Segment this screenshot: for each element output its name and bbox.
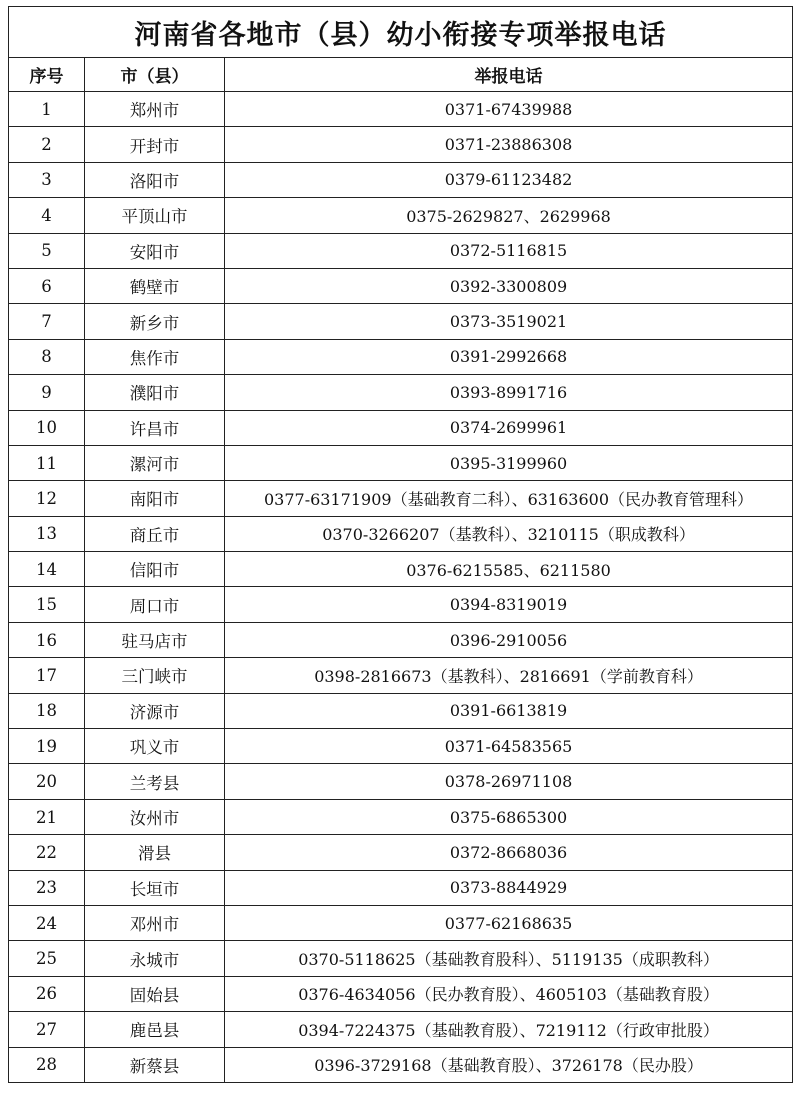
header-city: 市（县） — [85, 58, 225, 92]
row-city: 汝州市 — [85, 799, 225, 834]
row-no: 13 — [9, 516, 85, 551]
table-row — [9, 729, 793, 764]
table-row — [9, 1012, 793, 1047]
row-no: 22 — [9, 835, 85, 870]
header-no: 序号 — [9, 58, 85, 92]
table-row — [9, 764, 793, 799]
table-row — [9, 339, 793, 374]
table-row — [9, 693, 793, 728]
row-no: 21 — [9, 799, 85, 834]
row-no: 24 — [9, 905, 85, 940]
table-row — [9, 268, 793, 303]
table-row — [9, 941, 793, 976]
table-row — [9, 304, 793, 339]
row-phone: 0376-4634056（民办教育股）、4605103（基础教育股） — [225, 976, 793, 1011]
row-phone: 0398-2816673（基教科）、2816691（学前教育科） — [225, 658, 793, 693]
row-city: 永城市 — [85, 941, 225, 976]
row-no: 26 — [9, 976, 85, 1011]
row-phone: 0377-62168635 — [225, 905, 793, 940]
row-city: 洛阳市 — [85, 162, 225, 197]
row-phone: 0373-3519021 — [225, 304, 793, 339]
row-city: 安阳市 — [85, 233, 225, 268]
row-phone: 0377-63171909（基础教育二科）、63163600（民办教育管理科） — [225, 481, 793, 516]
row-phone: 0375-6865300 — [225, 799, 793, 834]
row-no: 28 — [9, 1047, 85, 1082]
row-city: 平顶山市 — [85, 198, 225, 233]
row-city: 三门峡市 — [85, 658, 225, 693]
row-no: 9 — [9, 375, 85, 410]
row-phone: 0372-8668036 — [225, 835, 793, 870]
row-phone: 0374-2699961 — [225, 410, 793, 445]
row-city: 兰考县 — [85, 764, 225, 799]
row-no: 4 — [9, 198, 85, 233]
row-no: 19 — [9, 729, 85, 764]
row-no: 2 — [9, 127, 85, 162]
row-city: 鹿邑县 — [85, 1012, 225, 1047]
row-no: 12 — [9, 481, 85, 516]
row-phone: 0371-23886308 — [225, 127, 793, 162]
row-city: 新乡市 — [85, 304, 225, 339]
table-row — [9, 905, 793, 940]
row-city: 南阳市 — [85, 481, 225, 516]
table-row — [9, 92, 793, 127]
table-row — [9, 658, 793, 693]
row-phone: 0373-8844929 — [225, 870, 793, 905]
table-row — [9, 445, 793, 480]
table-body — [9, 92, 793, 1083]
row-phone: 0376-6215585、6211580 — [225, 552, 793, 587]
row-city: 漯河市 — [85, 445, 225, 480]
row-phone: 0370-3266207（基教科）、3210115（职成教科） — [225, 516, 793, 551]
hotline-table — [8, 6, 793, 1083]
row-phone: 0371-64583565 — [225, 729, 793, 764]
row-city: 濮阳市 — [85, 375, 225, 410]
table-row — [9, 622, 793, 657]
row-phone: 0396-3729168（基础教育股）、3726178（民办股） — [225, 1047, 793, 1082]
table-row — [9, 587, 793, 622]
row-city: 长垣市 — [85, 870, 225, 905]
row-phone: 0396-2910056 — [225, 622, 793, 657]
table-row — [9, 516, 793, 551]
table-row — [9, 1047, 793, 1082]
row-phone: 0375-2629827、2629968 — [225, 198, 793, 233]
row-phone: 0372-5116815 — [225, 233, 793, 268]
row-no: 6 — [9, 268, 85, 303]
row-phone: 0370-5118625（基础教育股科）、5119135（成职教科） — [225, 941, 793, 976]
row-no: 8 — [9, 339, 85, 374]
table-row — [9, 870, 793, 905]
row-city: 开封市 — [85, 127, 225, 162]
table-row — [9, 198, 793, 233]
row-phone: 0394-7224375（基础教育股）、7219112（行政审批股） — [225, 1012, 793, 1047]
table-row — [9, 835, 793, 870]
row-city: 新蔡县 — [85, 1047, 225, 1082]
row-no: 20 — [9, 764, 85, 799]
row-phone: 0371-67439988 — [225, 92, 793, 127]
row-phone: 0391-2992668 — [225, 339, 793, 374]
row-no: 10 — [9, 410, 85, 445]
row-no: 7 — [9, 304, 85, 339]
row-no: 3 — [9, 162, 85, 197]
table-row — [9, 233, 793, 268]
table-row — [9, 410, 793, 445]
row-city: 郑州市 — [85, 92, 225, 127]
header-row — [9, 58, 793, 92]
row-phone: 0393-8991716 — [225, 375, 793, 410]
row-no: 25 — [9, 941, 85, 976]
document — [8, 6, 792, 1083]
row-no: 15 — [9, 587, 85, 622]
row-phone: 0378-26971108 — [225, 764, 793, 799]
header-phone: 举报电话 — [225, 58, 793, 92]
row-city: 滑县 — [85, 835, 225, 870]
table-title: 河南省各地市（县）幼小衔接专项举报电话 — [9, 7, 793, 58]
row-city: 巩义市 — [85, 729, 225, 764]
row-phone: 0379-61123482 — [225, 162, 793, 197]
row-city: 焦作市 — [85, 339, 225, 374]
row-phone: 0391-6613819 — [225, 693, 793, 728]
table-row — [9, 799, 793, 834]
row-city: 信阳市 — [85, 552, 225, 587]
table-row — [9, 162, 793, 197]
table-row — [9, 976, 793, 1011]
row-city: 鹤壁市 — [85, 268, 225, 303]
row-city: 驻马店市 — [85, 622, 225, 657]
table-row — [9, 375, 793, 410]
row-no: 23 — [9, 870, 85, 905]
table-row — [9, 481, 793, 516]
row-no: 17 — [9, 658, 85, 693]
row-city: 济源市 — [85, 693, 225, 728]
row-city: 周口市 — [85, 587, 225, 622]
row-no: 18 — [9, 693, 85, 728]
row-city: 邓州市 — [85, 905, 225, 940]
row-no: 27 — [9, 1012, 85, 1047]
row-phone: 0392-3300809 — [225, 268, 793, 303]
row-city: 商丘市 — [85, 516, 225, 551]
row-phone: 0395-3199960 — [225, 445, 793, 480]
row-no: 1 — [9, 92, 85, 127]
row-no: 11 — [9, 445, 85, 480]
table-row — [9, 552, 793, 587]
table-row — [9, 127, 793, 162]
row-city: 许昌市 — [85, 410, 225, 445]
row-no: 5 — [9, 233, 85, 268]
row-city: 固始县 — [85, 976, 225, 1011]
row-no: 16 — [9, 622, 85, 657]
row-phone: 0394-8319019 — [225, 587, 793, 622]
row-no: 14 — [9, 552, 85, 587]
